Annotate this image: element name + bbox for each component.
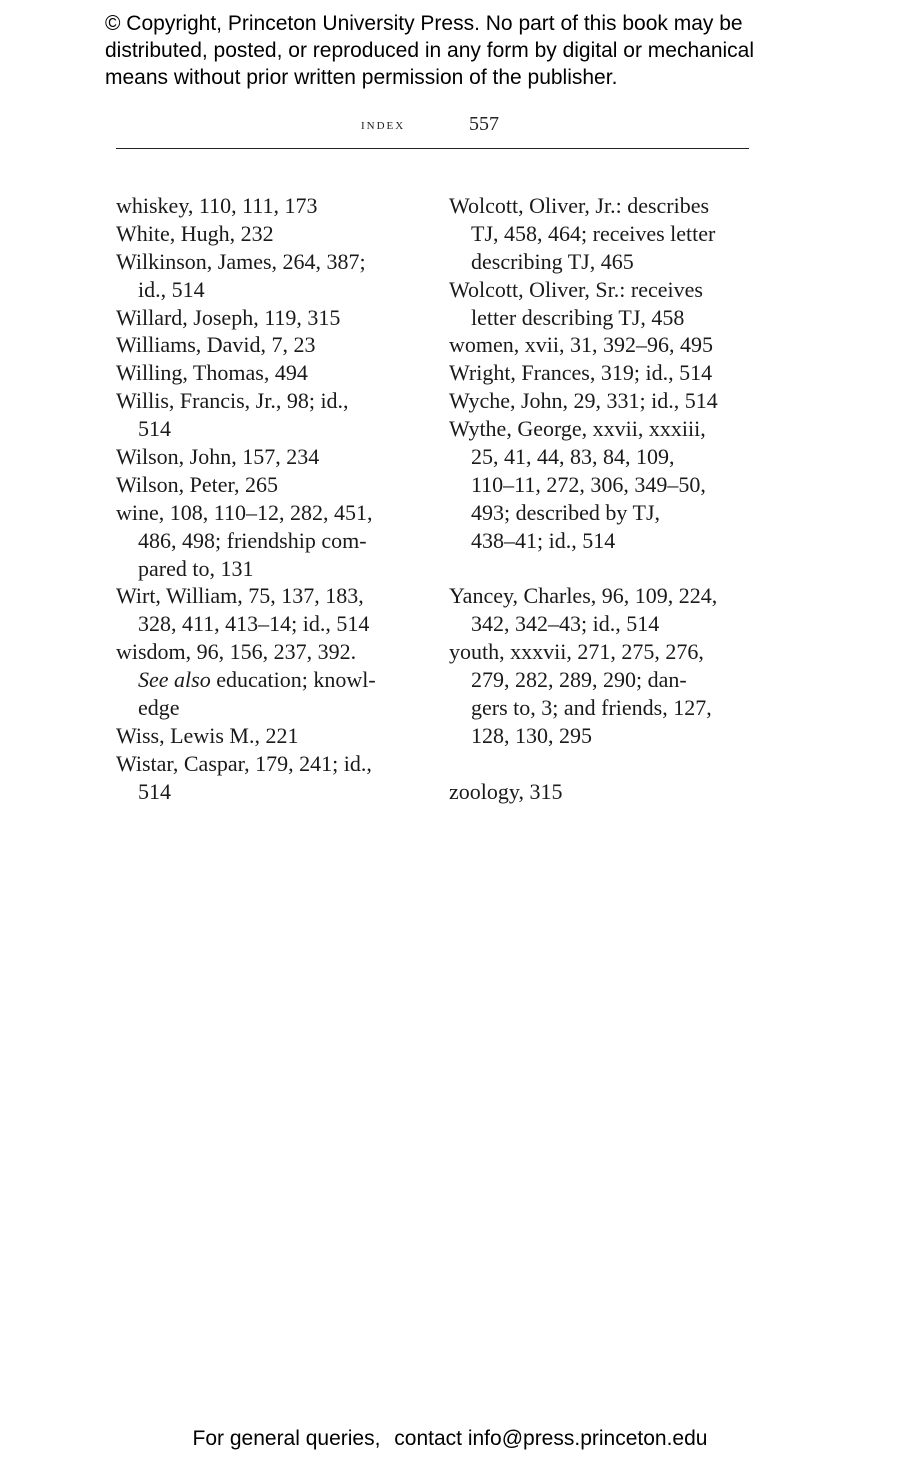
index-entry-continuation: 25, 41, 44, 83, 84, 109, — [471, 444, 675, 470]
index-entry-continuation: 438–41; id., 514 — [471, 527, 616, 553]
index-entry: wisdom, 96, 156, 237, 392. — [116, 639, 357, 665]
index-entry: Wolcott, Oliver, Sr.: receives — [449, 276, 703, 302]
index-entry: women, xvii, 31, 392–96, 495 — [449, 332, 713, 358]
footer-text: For general queries, — [192, 1427, 381, 1450]
index-entry-continuation: 342, 342–43; id., 514 — [471, 611, 660, 637]
index-entry-continuation: 110–11, 272, 306, 349–50, — [471, 471, 706, 497]
index-entry-continuation — [116, 666, 416, 694]
letter-group-gap — [449, 750, 759, 778]
index-entry-continuation: 486, 498; friendship com- — [138, 527, 367, 553]
index-entry-continuation: letter describing TJ, 458 — [471, 304, 685, 330]
index-entry-continuation: gers to, 3; and friends, 127, — [471, 695, 712, 721]
index-entry: Wyche, John, 29, 331; id., 514 — [449, 388, 718, 414]
index-entry: whiskey, 110, 111, 173 — [116, 193, 318, 218]
copyright-line: distributed, posted, or reproduced in any form by digital or mechanical — [105, 39, 755, 62]
index-entry: Wiss, Lewis M., 221 — [116, 722, 299, 748]
index-entry-continuation: 328, 411, 413–14; id., 514 — [138, 611, 370, 637]
index-entry: youth, xxxvii, 271, 275, 276, — [449, 639, 704, 665]
index-entry: Willing, Thomas, 494 — [116, 360, 308, 386]
copyright-line: means without prior written permission of the publisher. — [105, 66, 618, 89]
index-entry: White, Hugh, 232 — [116, 220, 274, 246]
index-entry: wine, 108, 110–12, 282, 451, — [116, 499, 373, 525]
index-entry-continuation: 514 — [138, 778, 171, 804]
index-entry: zoology, 315 — [449, 778, 563, 804]
section-label: index — [361, 116, 406, 133]
index-entry-continuation: id., 514 — [138, 276, 205, 302]
index-entry-continuation: 493; described by TJ, — [471, 499, 661, 525]
letter-group-gap — [449, 555, 759, 583]
running-head — [116, 112, 749, 149]
index-entry: Wistar, Caspar, 179, 241; id., — [116, 750, 372, 776]
index-entry-continuation: pared to, 131 — [138, 555, 254, 581]
index-column-left — [116, 192, 416, 806]
index-entry: Wolcott, Oliver, Jr.: describes — [449, 193, 710, 218]
see-also-reference: See also — [138, 667, 211, 693]
index-entry: Wright, Frances, 319; id., 514 — [449, 360, 713, 386]
index-entry: Williams, David, 7, 23 — [116, 332, 316, 358]
index-entry: Wilkinson, James, 264, 387; — [116, 248, 366, 274]
index-entry: Wilson, Peter, 265 — [116, 471, 278, 497]
index-entry: Wilson, John, 157, 234 — [116, 444, 320, 470]
index-entry: Yancey, Charles, 96, 109, 224, — [449, 583, 718, 609]
index-entry-continuation: 514 — [138, 416, 171, 442]
footer-contact — [0, 1427, 900, 1451]
copyright-line: © Copyright, Princeton University Press. No part of this book may be — [105, 12, 743, 35]
index-entry-continuation: edge — [138, 695, 180, 721]
cross-reference-text: education; knowl- — [210, 667, 376, 693]
index-entry-continuation: describing TJ, 465 — [471, 248, 634, 274]
copyright-notice — [105, 10, 825, 91]
index-entry: Wythe, George, xxvii, xxxiii, — [449, 416, 706, 442]
contact-email: contact info@press.princeton.edu — [394, 1427, 708, 1450]
index-entry-continuation: 279, 282, 289, 290; dan- — [471, 667, 687, 693]
index-entry: Willard, Joseph, 119, 315 — [116, 304, 341, 330]
index-column-right — [449, 192, 759, 806]
index-entry-continuation: TJ, 458, 464; receives letter — [471, 220, 716, 246]
page-number: 557 — [469, 113, 499, 135]
index-entry-continuation: 128, 130, 295 — [471, 722, 592, 748]
index-entry: Wirt, William, 75, 137, 183, — [116, 583, 364, 609]
index-entry: Willis, Francis, Jr., 98; id., — [116, 388, 349, 414]
